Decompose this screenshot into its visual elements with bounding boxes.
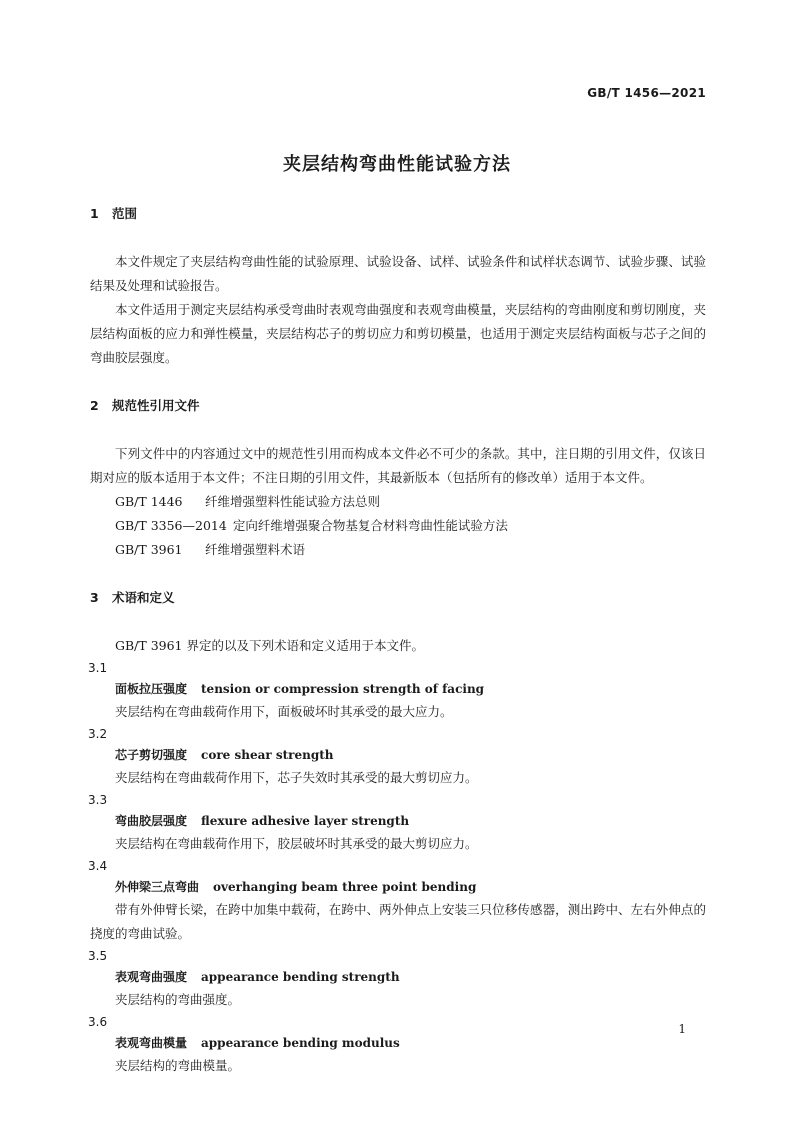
section-heading-scope <box>90 204 706 224</box>
page-number: 1 <box>678 1022 686 1036</box>
section-number: 3 <box>90 590 99 605</box>
term-zh: 表观弯曲模量 <box>115 1036 188 1050</box>
term-heading <box>90 810 706 832</box>
term-definition: 夹层结构在弯曲载荷作用下，芯子失效时其承受的最大剪切应力。 <box>115 770 478 785</box>
reference-item <box>90 514 706 538</box>
reference-code: GB/T 3356—2014 <box>115 518 227 533</box>
term-entry <box>90 658 706 724</box>
term-entry <box>90 790 706 856</box>
section-heading-terms <box>90 588 706 608</box>
term-definition: 夹层结构的弯曲模量。 <box>115 1058 241 1073</box>
term-zh: 弯曲胶层强度 <box>115 814 188 828</box>
section-title: 范围 <box>112 206 138 221</box>
term-zh: 面板拉压强度 <box>115 682 188 696</box>
term-heading <box>90 744 706 766</box>
term-zh: 表观弯曲强度 <box>115 970 188 984</box>
term-en: tension or compression strength of facing <box>201 682 485 696</box>
scope-paragraph: 本文件规定了夹层结构弯曲性能的试验原理、试验设备、试样、试验条件和试样状态调节、试验步骤、试验结果及处理和试验报告。 <box>90 254 706 293</box>
term-definition: 夹层结构在弯曲载荷作用下，面板破坏时其承受的最大应力。 <box>115 704 453 719</box>
reference-item <box>90 538 706 562</box>
term-entry <box>90 724 706 790</box>
section-heading-normative <box>90 396 706 416</box>
term-en: overhanging beam three point bending <box>213 880 477 894</box>
document-body <box>90 204 706 1078</box>
term-number: 3.1 <box>88 661 108 675</box>
section-title: 术语和定义 <box>112 590 175 605</box>
reference-title: 纤维增强塑料术语 <box>204 542 305 557</box>
term-en: flexure adhesive layer strength <box>201 814 410 828</box>
term-zh: 外伸梁三点弯曲 <box>115 880 200 894</box>
term-entry <box>90 946 706 1012</box>
term-definition: 夹层结构的弯曲强度。 <box>115 992 241 1007</box>
term-entry <box>90 1012 706 1078</box>
terms-intro: GB/T 3961 界定的以及下列术语和定义适用于本文件。 <box>115 638 424 653</box>
reference-title: 纤维增强塑料性能试验方法总则 <box>204 494 380 509</box>
term-zh: 芯子剪切强度 <box>115 748 188 762</box>
standard-number: GB/T 1456—2021 <box>587 86 706 100</box>
document-title: 夹层结构弯曲性能试验方法 <box>283 154 511 175</box>
reference-code: GB/T 1446 <box>115 494 183 509</box>
term-heading <box>90 966 706 988</box>
term-en: core shear strength <box>201 748 334 762</box>
term-number: 3.4 <box>88 859 108 873</box>
normative-intro: 下列文件中的内容通过文中的规范性引用而构成本文件必不可少的条款。其中，注日期的引用文件，仅该日期对应的版本适用于本文件；不注日期的引用文件，其最新版本（包括所有的修改单）适用于本文件。 <box>90 446 706 485</box>
section-number: 1 <box>90 206 99 221</box>
reference-code: GB/T 3961 <box>115 542 183 557</box>
term-number: 3.5 <box>88 949 108 963</box>
section-number: 2 <box>90 398 99 413</box>
term-en: appearance bending modulus <box>201 1036 400 1050</box>
term-heading <box>90 678 706 700</box>
term-definition: 夹层结构在弯曲载荷作用下，胶层破坏时其承受的最大剪切应力。 <box>115 836 478 851</box>
term-number: 3.6 <box>88 1015 108 1029</box>
reference-item <box>90 490 706 514</box>
term-en: appearance bending strength <box>201 970 400 984</box>
term-number: 3.3 <box>88 793 108 807</box>
term-number: 3.2 <box>88 727 108 741</box>
term-heading <box>90 876 706 898</box>
reference-title: 定向纤维增强聚合物基复合材料弯曲性能试验方法 <box>232 518 508 533</box>
term-heading <box>90 1032 706 1054</box>
scope-paragraph: 本文件适用于测定夹层结构承受弯曲时表观弯曲强度和表观弯曲模量，夹层结构的弯曲刚度和剪切刚度，夹层结构面板的应力和弹性模量，夹层结构芯子的剪切应力和剪切模量，也适用于测定夹层结构面板与芯子之间的弯曲胶层强度。 <box>90 302 706 365</box>
term-definition: 带有外伸臂长梁，在跨中加集中载荷，在跨中、两外伸点上安装三只位移传感器，测出跨中、左右外伸点的挠度的弯曲试验。 <box>90 902 706 941</box>
section-title: 规范性引用文件 <box>112 398 200 413</box>
term-entry <box>90 856 706 946</box>
